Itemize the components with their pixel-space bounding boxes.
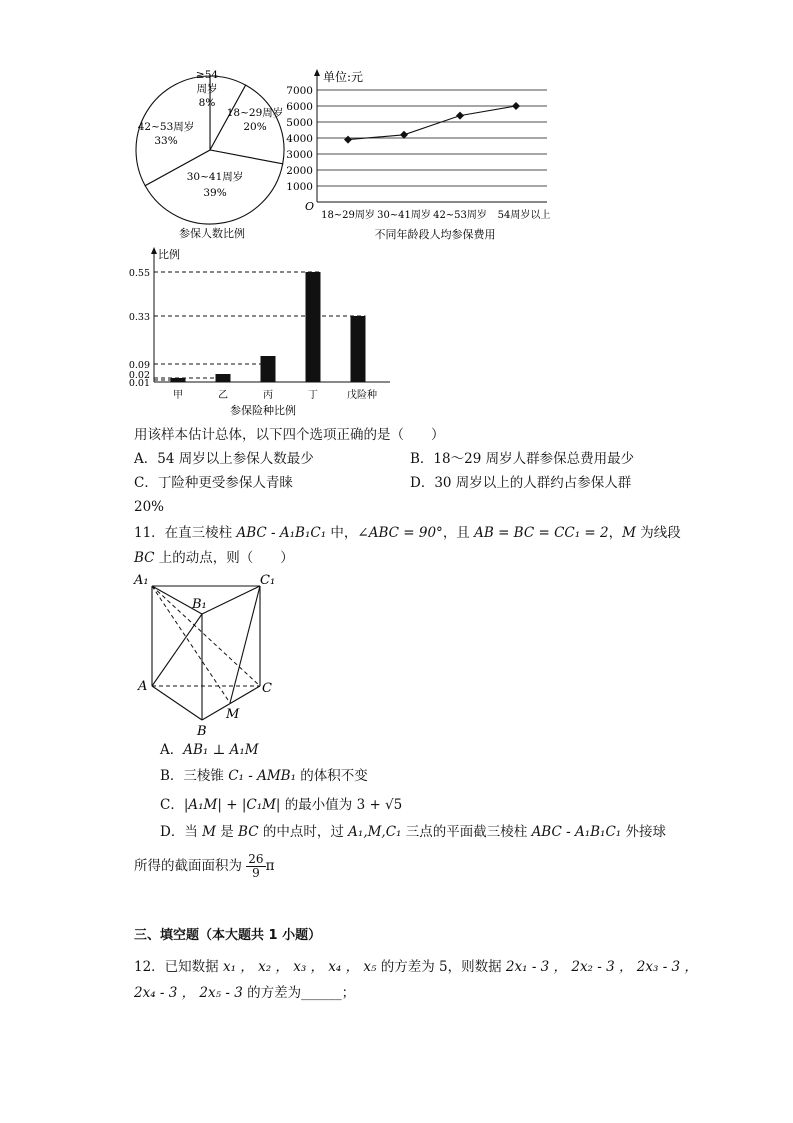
y-tick-label: 4000	[286, 133, 313, 145]
q11-option-a: A．AB₁ ⊥ A₁M	[160, 742, 259, 758]
x-tick-label: 戊险种	[347, 390, 377, 401]
label-c1: C₁	[260, 573, 276, 588]
q11-stem-line2: BC 上的动点，则（ ）	[134, 550, 294, 566]
bar	[216, 374, 231, 382]
bar-chart-ylabel: 比例	[158, 248, 180, 261]
label-m: M	[226, 707, 240, 722]
line-series	[348, 106, 516, 140]
q11-option-b: B．三棱锥 C₁ - AMB₁ 的体积不变	[160, 768, 368, 784]
section-title: 三、填空题（本大题共 1 小题）	[134, 928, 322, 943]
q10-option-b: B．18～29 周岁人群参保总费用最少	[410, 451, 635, 467]
x-tick-label: 30~41周岁	[377, 210, 431, 221]
label-a1: A₁	[134, 573, 149, 588]
y-tick-label: 0.33	[128, 312, 150, 323]
q10-option-a: A．54 周岁以上参保人数最少	[134, 451, 314, 467]
pie-slice-label: 18~29周岁	[226, 107, 284, 119]
bar	[261, 356, 276, 382]
x-tick-label: 丙	[263, 390, 273, 401]
line-point	[344, 136, 352, 144]
y-axis-arrow	[151, 247, 157, 254]
bar-chart-title: 参保险种比例	[230, 404, 296, 417]
y-tick-label: 7000	[286, 85, 313, 97]
y-axis-arrow	[314, 69, 320, 76]
pie-slice-label: 42~53周岁	[137, 121, 195, 133]
q11-option-d-cont: 所得的截面面积为 $\frac{26}{9}$ π	[134, 852, 275, 880]
y-tick-label: 5000	[286, 117, 313, 129]
y-tick-label: 0.01	[128, 378, 150, 389]
segment-c1-m	[230, 586, 260, 703]
pie-slice-label: 39%	[203, 187, 227, 199]
q11-option-d: D．当 M 是 BC 的中点时，过 A₁,M,C₁ 三点的平面截三棱柱 ABC - A₁B₁C₁ 外接球	[160, 824, 666, 840]
label-a: A	[138, 679, 148, 694]
q10-stem: 用该样本估计总体，以下四个选项正确的是（ ）	[134, 427, 445, 443]
label-b1: B₁	[192, 597, 207, 612]
edge-a-b	[152, 686, 202, 720]
bar	[306, 272, 321, 382]
line-chart-title: 不同年龄段人均参保费用	[374, 228, 496, 241]
line-chart-ylabel: 单位:元	[323, 70, 364, 84]
line-point	[456, 112, 464, 120]
q10-option-d: D．30 周岁以上的人群约占参保人群	[410, 475, 632, 491]
pie-slice-label: 20%	[243, 121, 267, 133]
x-tick-label: 18~29周岁	[321, 210, 375, 221]
y-tick-label: 2000	[286, 165, 313, 177]
label-c: C	[262, 681, 272, 696]
q10-option-d-cont: 20%	[134, 499, 165, 515]
q11-option-c: C．|A₁M| + |C₁M| 的最小值为 3 + √5	[160, 797, 403, 813]
line-chart-origin: O	[305, 200, 315, 213]
line-point	[512, 102, 520, 110]
q11-stem-line1: 11．在直三棱柱 ABC - A₁B₁C₁ 中，∠ABC = 90°，且 AB = BC = CC₁ = 2，M 为线段	[134, 525, 681, 541]
bar-chart	[128, 244, 418, 419]
line-chart	[285, 64, 560, 244]
pie-slice-label: 30~41周岁	[186, 171, 244, 183]
pie-chart	[130, 62, 300, 242]
x-tick-label: 丁	[308, 390, 318, 401]
y-tick-label: 0.09	[128, 360, 150, 371]
pie-slice-label: 8%	[198, 97, 216, 109]
x-tick-label: 54周岁以上	[497, 210, 551, 221]
x-tick-label: 甲	[173, 390, 183, 401]
y-tick-label: 0.02	[128, 370, 150, 381]
bar	[351, 316, 366, 382]
y-tick-label: 3000	[286, 149, 313, 161]
q10-option-c: C．丁险种更受参保人青睐	[134, 475, 293, 491]
y-tick-label: 6000	[286, 101, 313, 113]
q12-line2: 2x₄ - 3 ， 2x₅ - 3 的方差为______；	[134, 985, 356, 1001]
prism-figure	[130, 568, 290, 740]
y-tick-label: 0.55	[128, 268, 150, 279]
pie-slice-label: 33%	[154, 135, 178, 147]
bar	[171, 378, 186, 382]
hidden-segment-a1-m	[152, 586, 230, 703]
x-tick-label: 42~53周岁	[433, 210, 487, 221]
pie-slice-label: ≥54	[195, 69, 219, 81]
label-b: B	[197, 724, 207, 739]
y-tick-label: 1000	[286, 181, 313, 193]
pie-chart-title: 参保人数比例	[179, 227, 245, 240]
pie-slice-label: 周岁	[196, 83, 218, 95]
fraction: $\frac{26}{9}$	[248, 852, 264, 880]
x-tick-label: 乙	[218, 390, 228, 401]
edge-b1-c1	[202, 586, 260, 614]
q12-line1: 12．已知数据 x₁ ， x₂ ， x₃ ， x₄ ， x₅ 的方差为 5，则数据 2x₁ - 3 ， 2x₂ - 3 ， 2x₃ - 3 ，	[134, 959, 698, 975]
